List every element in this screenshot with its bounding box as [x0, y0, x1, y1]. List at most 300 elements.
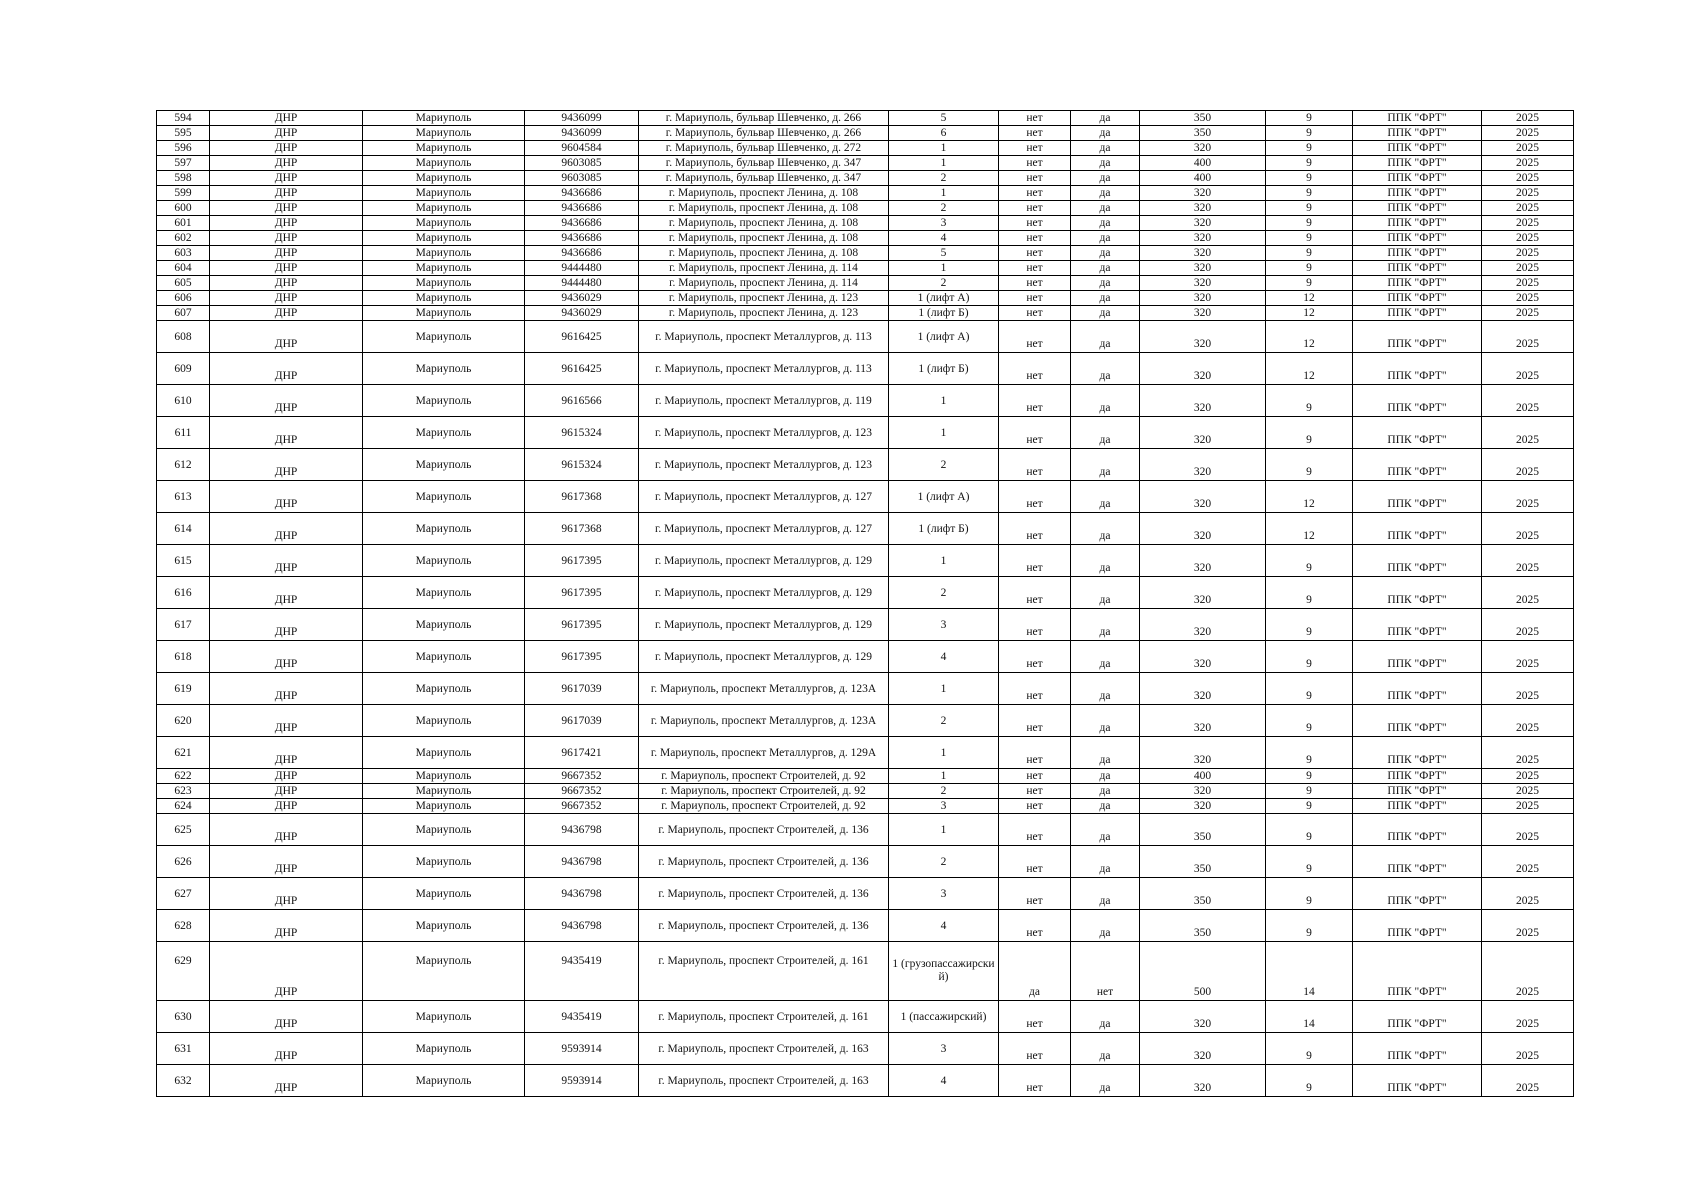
- cell-organization: ППК "ФРТ": [1353, 1001, 1482, 1033]
- cell-address: г. Мариуполь, проспект Строителей, д. 136: [639, 846, 889, 878]
- cell-floors: 9: [1266, 878, 1353, 910]
- cell-organization: ППК "ФРТ": [1353, 276, 1482, 291]
- cell-capacity: 320: [1140, 577, 1266, 609]
- cell-floors: 12: [1266, 353, 1353, 385]
- cell-lift-number: 1: [889, 737, 999, 769]
- cell-lift-number: 1: [889, 385, 999, 417]
- cell-lift-number: 2: [889, 577, 999, 609]
- cell-building-code: 9617395: [525, 641, 639, 673]
- cell-floors: 12: [1266, 321, 1353, 353]
- cell-building-code: 9616566: [525, 385, 639, 417]
- cell-building-code: 9444480: [525, 276, 639, 291]
- cell-organization: ППК "ФРТ": [1353, 417, 1482, 449]
- cell-year: 2025: [1482, 231, 1574, 246]
- cell-city: Мариуполь: [363, 171, 525, 186]
- cell-flag-a: нет: [999, 814, 1071, 846]
- table-row: [157, 737, 1574, 769]
- cell-city: Мариуполь: [363, 449, 525, 481]
- cell-organization: ППК "ФРТ": [1353, 321, 1482, 353]
- cell-row-number: 611: [157, 417, 210, 449]
- cell-row-number: 606: [157, 291, 210, 306]
- cell-year: 2025: [1482, 141, 1574, 156]
- cell-capacity: 320: [1140, 799, 1266, 814]
- cell-row-number: 618: [157, 641, 210, 673]
- cell-capacity: 320: [1140, 306, 1266, 321]
- cell-flag-b: да: [1071, 545, 1140, 577]
- cell-capacity: 320: [1140, 231, 1266, 246]
- cell-region: ДНР: [210, 385, 363, 417]
- cell-region: ДНР: [210, 111, 363, 126]
- table-row: [157, 846, 1574, 878]
- cell-floors: 9: [1266, 705, 1353, 737]
- cell-floors: 12: [1266, 291, 1353, 306]
- cell-capacity: 350: [1140, 846, 1266, 878]
- cell-flag-a: нет: [999, 705, 1071, 737]
- table-row: [157, 385, 1574, 417]
- cell-floors: 9: [1266, 799, 1353, 814]
- cell-lift-number: 1 (лифт А): [889, 481, 999, 513]
- cell-building-code: 9436099: [525, 126, 639, 141]
- cell-region: ДНР: [210, 201, 363, 216]
- cell-city: Мариуполь: [363, 513, 525, 545]
- cell-flag-b: да: [1071, 846, 1140, 878]
- cell-year: 2025: [1482, 910, 1574, 942]
- cell-city: Мариуполь: [363, 186, 525, 201]
- cell-organization: ППК "ФРТ": [1353, 111, 1482, 126]
- cell-city: Мариуполь: [363, 156, 525, 171]
- cell-region: ДНР: [210, 1065, 363, 1097]
- cell-organization: ППК "ФРТ": [1353, 306, 1482, 321]
- table-row: [157, 942, 1574, 1001]
- cell-address: г. Мариуполь, проспект Ленина, д. 123: [639, 291, 889, 306]
- cell-capacity: 320: [1140, 673, 1266, 705]
- cell-floors: 14: [1266, 942, 1353, 1001]
- cell-region: ДНР: [210, 417, 363, 449]
- cell-flag-b: да: [1071, 216, 1140, 231]
- cell-row-number: 609: [157, 353, 210, 385]
- cell-building-code: 9436686: [525, 186, 639, 201]
- cell-city: Мариуполь: [363, 291, 525, 306]
- cell-year: 2025: [1482, 799, 1574, 814]
- elevator-table: [156, 110, 1574, 1097]
- cell-flag-a: нет: [999, 306, 1071, 321]
- cell-row-number: 607: [157, 306, 210, 321]
- cell-flag-b: да: [1071, 910, 1140, 942]
- cell-lift-number: 2: [889, 846, 999, 878]
- cell-lift-number: 4: [889, 910, 999, 942]
- cell-flag-a: нет: [999, 449, 1071, 481]
- cell-flag-b: да: [1071, 246, 1140, 261]
- cell-building-code: 9436798: [525, 814, 639, 846]
- cell-flag-b: да: [1071, 577, 1140, 609]
- cell-row-number: 604: [157, 261, 210, 276]
- cell-region: ДНР: [210, 705, 363, 737]
- cell-flag-a: нет: [999, 1065, 1071, 1097]
- cell-capacity: 320: [1140, 385, 1266, 417]
- cell-lift-number: 4: [889, 231, 999, 246]
- cell-year: 2025: [1482, 1033, 1574, 1065]
- cell-flag-a: нет: [999, 231, 1071, 246]
- cell-address: г. Мариуполь, проспект Строителей, д. 92: [639, 784, 889, 799]
- cell-capacity: 320: [1140, 545, 1266, 577]
- cell-organization: ППК "ФРТ": [1353, 261, 1482, 276]
- cell-region: ДНР: [210, 306, 363, 321]
- cell-region: ДНР: [210, 1001, 363, 1033]
- cell-building-code: 9615324: [525, 417, 639, 449]
- cell-flag-b: да: [1071, 1001, 1140, 1033]
- table-row: [157, 321, 1574, 353]
- cell-year: 2025: [1482, 513, 1574, 545]
- table-row: [157, 878, 1574, 910]
- cell-region: ДНР: [210, 141, 363, 156]
- table-row: [157, 111, 1574, 126]
- cell-row-number: 614: [157, 513, 210, 545]
- cell-flag-b: да: [1071, 641, 1140, 673]
- cell-organization: ППК "ФРТ": [1353, 246, 1482, 261]
- table-row: [157, 306, 1574, 321]
- cell-year: 2025: [1482, 577, 1574, 609]
- table-row: [157, 784, 1574, 799]
- table-row: [157, 216, 1574, 231]
- cell-capacity: 350: [1140, 126, 1266, 141]
- cell-organization: ППК "ФРТ": [1353, 942, 1482, 1001]
- cell-year: 2025: [1482, 673, 1574, 705]
- cell-row-number: 594: [157, 111, 210, 126]
- table-row: [157, 353, 1574, 385]
- cell-capacity: 320: [1140, 246, 1266, 261]
- cell-region: ДНР: [210, 216, 363, 231]
- cell-address: г. Мариуполь, проспект Ленина, д. 114: [639, 261, 889, 276]
- cell-address: г. Мариуполь, проспект Металлургов, д. 113: [639, 321, 889, 353]
- cell-building-code: 9617395: [525, 545, 639, 577]
- cell-year: 2025: [1482, 246, 1574, 261]
- cell-capacity: 400: [1140, 171, 1266, 186]
- cell-floors: 9: [1266, 276, 1353, 291]
- cell-organization: ППК "ФРТ": [1353, 186, 1482, 201]
- cell-region: ДНР: [210, 641, 363, 673]
- cell-flag-a: нет: [999, 846, 1071, 878]
- cell-building-code: 9617039: [525, 705, 639, 737]
- cell-floors: 9: [1266, 910, 1353, 942]
- cell-flag-b: нет: [1071, 942, 1140, 1001]
- cell-flag-a: нет: [999, 186, 1071, 201]
- cell-lift-number: 1 (лифт А): [889, 321, 999, 353]
- cell-region: ДНР: [210, 261, 363, 276]
- cell-city: Мариуполь: [363, 385, 525, 417]
- cell-lift-number: 1: [889, 156, 999, 171]
- cell-flag-b: да: [1071, 126, 1140, 141]
- cell-flag-a: нет: [999, 1001, 1071, 1033]
- cell-city: Мариуполь: [363, 577, 525, 609]
- cell-row-number: 612: [157, 449, 210, 481]
- cell-address: г. Мариуполь, бульвар Шевченко, д. 266: [639, 126, 889, 141]
- cell-organization: ППК "ФРТ": [1353, 291, 1482, 306]
- table-row: [157, 246, 1574, 261]
- cell-flag-a: нет: [999, 481, 1071, 513]
- cell-floors: 9: [1266, 577, 1353, 609]
- cell-year: 2025: [1482, 1065, 1574, 1097]
- cell-city: Мариуполь: [363, 878, 525, 910]
- cell-row-number: 610: [157, 385, 210, 417]
- cell-lift-number: 3: [889, 609, 999, 641]
- cell-capacity: 350: [1140, 910, 1266, 942]
- cell-flag-a: нет: [999, 261, 1071, 276]
- cell-capacity: 400: [1140, 769, 1266, 784]
- cell-row-number: 622: [157, 769, 210, 784]
- cell-address: г. Мариуполь, проспект Строителей, д. 136: [639, 910, 889, 942]
- cell-organization: ППК "ФРТ": [1353, 1033, 1482, 1065]
- cell-capacity: 320: [1140, 186, 1266, 201]
- cell-year: 2025: [1482, 481, 1574, 513]
- cell-address: г. Мариуполь, проспект Металлургов, д. 113: [639, 353, 889, 385]
- cell-building-code: 9617368: [525, 481, 639, 513]
- cell-address: г. Мариуполь, проспект Строителей, д. 161: [639, 1001, 889, 1033]
- cell-year: 2025: [1482, 417, 1574, 449]
- cell-flag-a: нет: [999, 321, 1071, 353]
- cell-floors: 9: [1266, 784, 1353, 799]
- cell-lift-number: 1: [889, 673, 999, 705]
- cell-flag-a: нет: [999, 673, 1071, 705]
- cell-floors: 9: [1266, 1033, 1353, 1065]
- cell-floors: 9: [1266, 141, 1353, 156]
- cell-floors: 14: [1266, 1001, 1353, 1033]
- cell-floors: 9: [1266, 545, 1353, 577]
- cell-floors: 9: [1266, 769, 1353, 784]
- cell-flag-a: нет: [999, 417, 1071, 449]
- cell-city: Мариуполь: [363, 784, 525, 799]
- document-page: [156, 110, 1573, 1097]
- cell-flag-b: да: [1071, 186, 1140, 201]
- cell-year: 2025: [1482, 814, 1574, 846]
- cell-floors: 9: [1266, 156, 1353, 171]
- cell-address: г. Мариуполь, проспект Металлургов, д. 127: [639, 481, 889, 513]
- table-row: [157, 673, 1574, 705]
- cell-floors: 9: [1266, 609, 1353, 641]
- table-row: [157, 609, 1574, 641]
- table-row: [157, 910, 1574, 942]
- cell-organization: ППК "ФРТ": [1353, 231, 1482, 246]
- cell-lift-number: 6: [889, 126, 999, 141]
- cell-region: ДНР: [210, 609, 363, 641]
- cell-region: ДНР: [210, 784, 363, 799]
- cell-row-number: 621: [157, 737, 210, 769]
- cell-building-code: 9436099: [525, 111, 639, 126]
- cell-year: 2025: [1482, 201, 1574, 216]
- cell-flag-b: да: [1071, 609, 1140, 641]
- cell-city: Мариуполь: [363, 609, 525, 641]
- cell-city: Мариуполь: [363, 111, 525, 126]
- cell-organization: ППК "ФРТ": [1353, 449, 1482, 481]
- cell-address: г. Мариуполь, проспект Ленина, д. 108: [639, 231, 889, 246]
- cell-building-code: 9667352: [525, 784, 639, 799]
- cell-flag-a: нет: [999, 156, 1071, 171]
- cell-city: Мариуполь: [363, 216, 525, 231]
- cell-address: г. Мариуполь, проспект Строителей, д. 136: [639, 878, 889, 910]
- cell-flag-a: нет: [999, 878, 1071, 910]
- cell-address: г. Мариуполь, бульвар Шевченко, д. 347: [639, 171, 889, 186]
- table-row: [157, 231, 1574, 246]
- cell-flag-b: да: [1071, 385, 1140, 417]
- cell-city: Мариуполь: [363, 417, 525, 449]
- cell-region: ДНР: [210, 321, 363, 353]
- cell-city: Мариуполь: [363, 306, 525, 321]
- cell-building-code: 9617421: [525, 737, 639, 769]
- cell-row-number: 595: [157, 126, 210, 141]
- cell-building-code: 9593914: [525, 1065, 639, 1097]
- cell-city: Мариуполь: [363, 246, 525, 261]
- cell-capacity: 320: [1140, 141, 1266, 156]
- table-row: [157, 513, 1574, 545]
- cell-capacity: 400: [1140, 156, 1266, 171]
- cell-organization: ППК "ФРТ": [1353, 799, 1482, 814]
- cell-row-number: 597: [157, 156, 210, 171]
- cell-flag-a: нет: [999, 769, 1071, 784]
- table-row: [157, 641, 1574, 673]
- cell-year: 2025: [1482, 449, 1574, 481]
- cell-year: 2025: [1482, 942, 1574, 1001]
- cell-floors: 9: [1266, 737, 1353, 769]
- cell-organization: ППК "ФРТ": [1353, 216, 1482, 231]
- cell-capacity: 320: [1140, 276, 1266, 291]
- cell-flag-b: да: [1071, 306, 1140, 321]
- cell-flag-a: нет: [999, 201, 1071, 216]
- cell-flag-a: нет: [999, 141, 1071, 156]
- cell-address: г. Мариуполь, проспект Металлургов, д. 123: [639, 417, 889, 449]
- cell-city: Мариуполь: [363, 1001, 525, 1033]
- cell-capacity: 320: [1140, 1033, 1266, 1065]
- cell-lift-number: 1: [889, 417, 999, 449]
- cell-lift-number: 5: [889, 246, 999, 261]
- cell-address: г. Мариуполь, проспект Металлургов, д. 129А: [639, 737, 889, 769]
- cell-flag-a: нет: [999, 246, 1071, 261]
- table-row: [157, 705, 1574, 737]
- cell-flag-b: да: [1071, 291, 1140, 306]
- cell-row-number: 627: [157, 878, 210, 910]
- cell-lift-number: 2: [889, 276, 999, 291]
- cell-address: г. Мариуполь, проспект Ленина, д. 108: [639, 216, 889, 231]
- cell-building-code: 9435419: [525, 942, 639, 1001]
- cell-capacity: 320: [1140, 481, 1266, 513]
- cell-organization: ППК "ФРТ": [1353, 171, 1482, 186]
- cell-building-code: 9436798: [525, 878, 639, 910]
- table-body: [157, 111, 1574, 1097]
- cell-lift-number: 2: [889, 705, 999, 737]
- cell-flag-b: да: [1071, 276, 1140, 291]
- cell-floors: 9: [1266, 846, 1353, 878]
- cell-building-code: 9435419: [525, 1001, 639, 1033]
- cell-address: г. Мариуполь, бульвар Шевченко, д. 272: [639, 141, 889, 156]
- cell-flag-a: нет: [999, 126, 1071, 141]
- cell-city: Мариуполь: [363, 769, 525, 784]
- cell-city: Мариуполь: [363, 321, 525, 353]
- cell-capacity: 320: [1140, 449, 1266, 481]
- cell-address: г. Мариуполь, проспект Строителей, д. 163: [639, 1033, 889, 1065]
- cell-city: Мариуполь: [363, 799, 525, 814]
- cell-region: ДНР: [210, 1033, 363, 1065]
- cell-year: 2025: [1482, 156, 1574, 171]
- cell-row-number: 619: [157, 673, 210, 705]
- cell-address: г. Мариуполь, проспект Металлургов, д. 129: [639, 545, 889, 577]
- table-row: [157, 141, 1574, 156]
- cell-row-number: 625: [157, 814, 210, 846]
- cell-lift-number: 1: [889, 261, 999, 276]
- cell-flag-b: да: [1071, 231, 1140, 246]
- cell-year: 2025: [1482, 291, 1574, 306]
- cell-lift-number: 1: [889, 186, 999, 201]
- cell-lift-number: 3: [889, 799, 999, 814]
- cell-floors: 9: [1266, 246, 1353, 261]
- cell-building-code: 9436686: [525, 231, 639, 246]
- cell-lift-number: 3: [889, 216, 999, 231]
- cell-address: г. Мариуполь, проспект Ленина, д. 108: [639, 186, 889, 201]
- cell-floors: 9: [1266, 261, 1353, 276]
- cell-city: Мариуполь: [363, 261, 525, 276]
- cell-row-number: 624: [157, 799, 210, 814]
- cell-year: 2025: [1482, 216, 1574, 231]
- cell-flag-a: нет: [999, 216, 1071, 231]
- cell-flag-b: да: [1071, 769, 1140, 784]
- cell-organization: ППК "ФРТ": [1353, 577, 1482, 609]
- cell-flag-a: нет: [999, 1033, 1071, 1065]
- cell-flag-a: нет: [999, 353, 1071, 385]
- cell-building-code: 9617395: [525, 609, 639, 641]
- cell-building-code: 9436686: [525, 201, 639, 216]
- cell-region: ДНР: [210, 481, 363, 513]
- cell-flag-a: нет: [999, 545, 1071, 577]
- cell-building-code: 9436798: [525, 846, 639, 878]
- cell-lift-number: 3: [889, 878, 999, 910]
- table-row: [157, 1033, 1574, 1065]
- cell-address: г. Мариуполь, проспект Металлургов, д. 129: [639, 609, 889, 641]
- cell-organization: ППК "ФРТ": [1353, 641, 1482, 673]
- cell-floors: 9: [1266, 641, 1353, 673]
- cell-address: г. Мариуполь, проспект Ленина, д. 114: [639, 276, 889, 291]
- cell-flag-a: нет: [999, 385, 1071, 417]
- cell-flag-a: да: [999, 942, 1071, 1001]
- cell-address: г. Мариуполь, проспект Ленина, д. 123: [639, 306, 889, 321]
- cell-flag-b: да: [1071, 1065, 1140, 1097]
- cell-building-code: 9617395: [525, 577, 639, 609]
- cell-row-number: 630: [157, 1001, 210, 1033]
- cell-flag-b: да: [1071, 171, 1140, 186]
- cell-lift-number: 2: [889, 201, 999, 216]
- cell-city: Мариуполь: [363, 231, 525, 246]
- cell-lift-number: 1 (лифт Б): [889, 306, 999, 321]
- cell-floors: 9: [1266, 417, 1353, 449]
- cell-region: ДНР: [210, 156, 363, 171]
- cell-building-code: 9436029: [525, 306, 639, 321]
- cell-lift-number: 3: [889, 1033, 999, 1065]
- cell-row-number: 626: [157, 846, 210, 878]
- cell-flag-a: нет: [999, 171, 1071, 186]
- cell-row-number: 596: [157, 141, 210, 156]
- cell-flag-b: да: [1071, 261, 1140, 276]
- cell-organization: ППК "ФРТ": [1353, 769, 1482, 784]
- cell-flag-a: нет: [999, 784, 1071, 799]
- cell-flag-a: нет: [999, 291, 1071, 306]
- cell-floors: 9: [1266, 231, 1353, 246]
- cell-address: г. Мариуполь, проспект Строителей, д. 92: [639, 799, 889, 814]
- cell-flag-a: нет: [999, 737, 1071, 769]
- cell-organization: ППК "ФРТ": [1353, 545, 1482, 577]
- cell-flag-a: нет: [999, 609, 1071, 641]
- cell-organization: ППК "ФРТ": [1353, 201, 1482, 216]
- table-row: [157, 577, 1574, 609]
- cell-flag-b: да: [1071, 784, 1140, 799]
- cell-building-code: 9593914: [525, 1033, 639, 1065]
- cell-floors: 9: [1266, 126, 1353, 141]
- cell-flag-a: нет: [999, 111, 1071, 126]
